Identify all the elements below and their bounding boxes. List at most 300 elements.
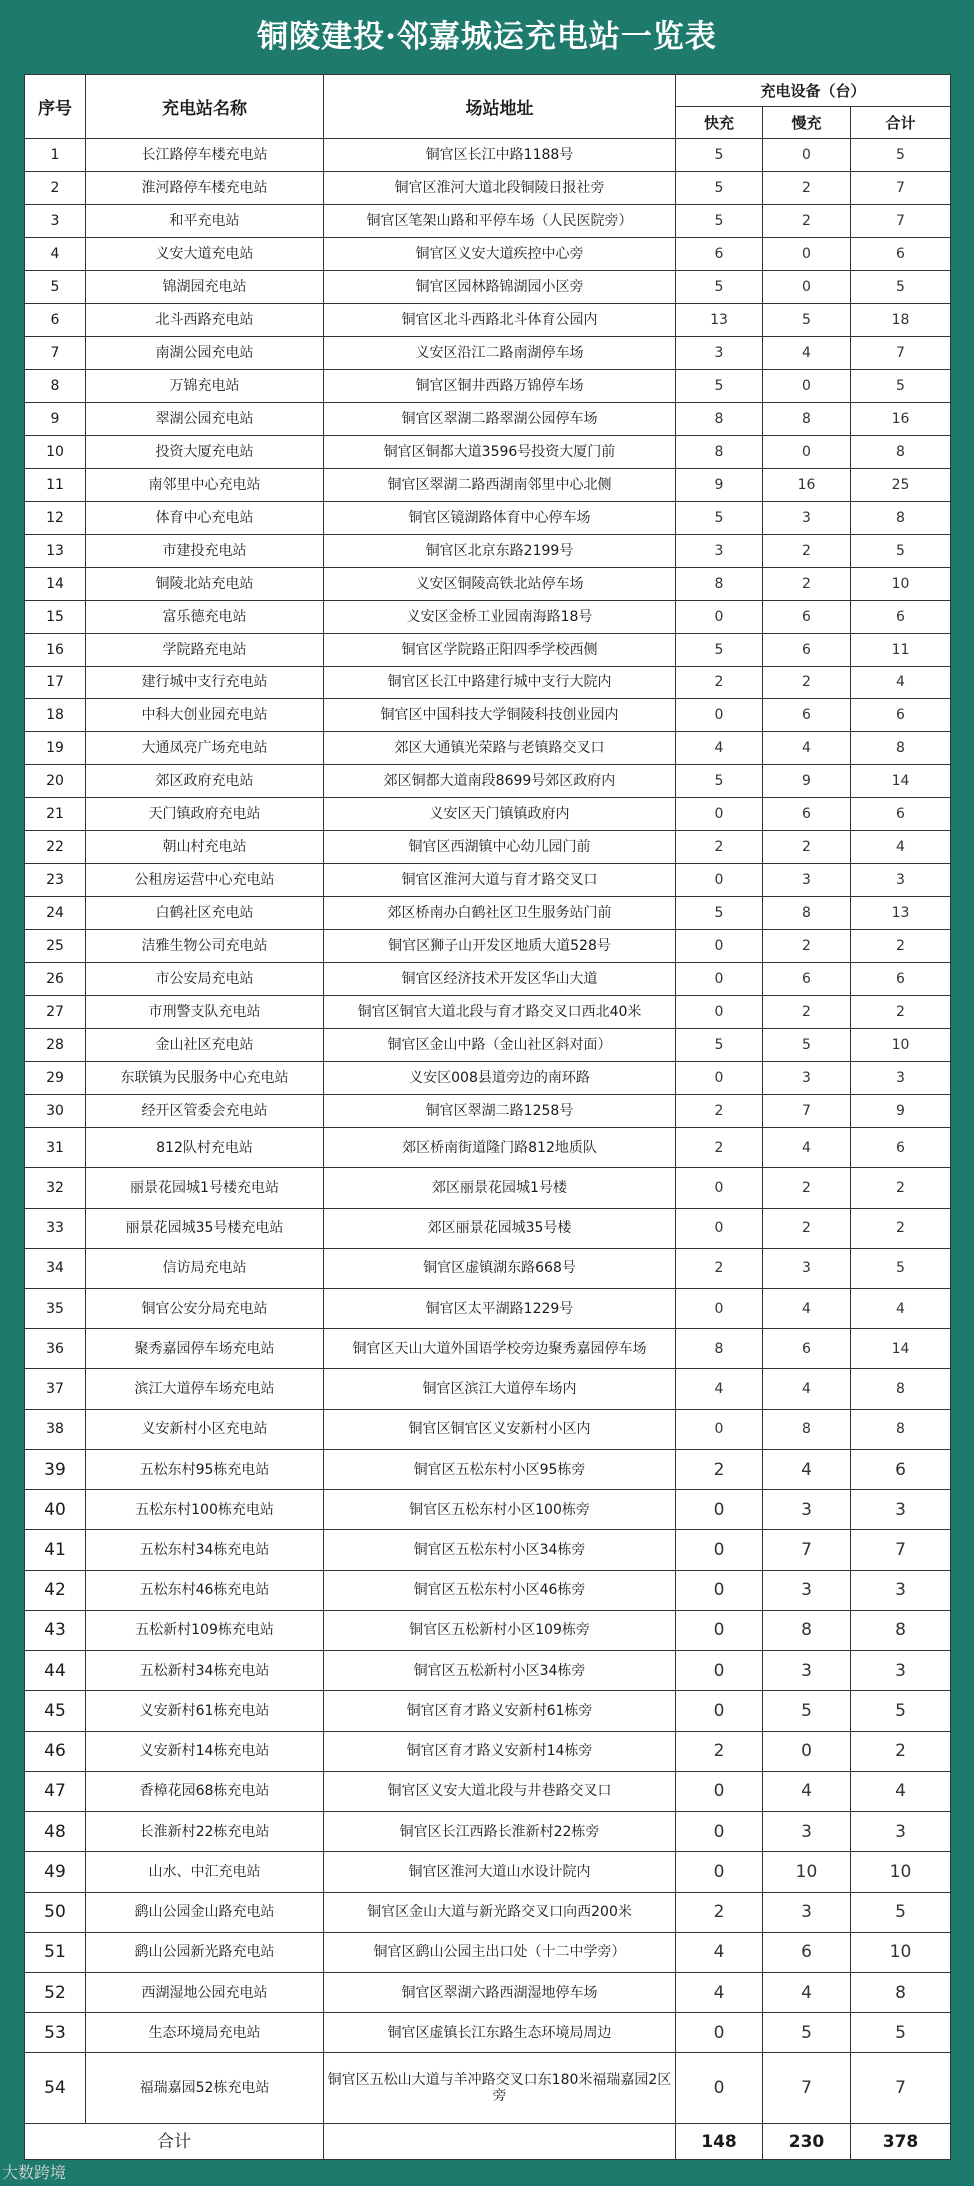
total-count-cell: 6 xyxy=(851,963,951,996)
slow-count-cell: 8 xyxy=(763,897,851,930)
table-row xyxy=(25,600,951,633)
fast-count-cell: 0 xyxy=(676,1691,763,1731)
table-row xyxy=(25,963,951,996)
table-row xyxy=(25,204,951,237)
row-index-cell: 12 xyxy=(25,501,86,534)
station-address-cell: 铜官区五松新村小区34栋旁 xyxy=(324,1651,676,1691)
row-index-cell: 4 xyxy=(25,237,86,270)
station-name-cell: 市公安局充电站 xyxy=(86,963,324,996)
row-index-cell: 16 xyxy=(25,633,86,666)
total-count-cell: 6 xyxy=(851,600,951,633)
table-row xyxy=(25,270,951,303)
table-row xyxy=(25,1208,951,1248)
row-index-cell: 52 xyxy=(25,1972,86,2012)
station-name-cell: 公租房运营中心充电站 xyxy=(86,864,324,897)
station-name-cell: 郊区政府充电站 xyxy=(86,765,324,798)
table-row xyxy=(25,1812,951,1852)
total-count-cell: 5 xyxy=(851,2013,951,2053)
fast-count-cell: 2 xyxy=(676,1248,763,1288)
station-address-cell: 郊区丽景花园城1号楼 xyxy=(324,1168,676,1208)
total-count-cell: 2 xyxy=(851,996,951,1029)
fast-count-cell: 0 xyxy=(676,963,763,996)
fast-count-cell: 5 xyxy=(676,633,763,666)
station-address-cell: 铜官区翠湖二路1258号 xyxy=(324,1095,676,1128)
station-address-cell: 铜官区义安大道北段与井巷路交叉口 xyxy=(324,1771,676,1811)
row-index-cell: 15 xyxy=(25,600,86,633)
row-index-cell: 42 xyxy=(25,1570,86,1610)
station-name-cell: 市建投充电站 xyxy=(86,534,324,567)
slow-count-cell: 3 xyxy=(763,1062,851,1095)
fast-count-cell: 4 xyxy=(676,732,763,765)
row-index-cell: 36 xyxy=(25,1329,86,1369)
total-count-cell: 4 xyxy=(851,666,951,699)
slow-count-cell: 3 xyxy=(763,864,851,897)
table-row xyxy=(25,864,951,897)
station-name-cell: 锦湖园充电站 xyxy=(86,270,324,303)
row-index-cell: 48 xyxy=(25,1812,86,1852)
station-address-cell: 铜官区滨江大道停车场内 xyxy=(324,1369,676,1409)
total-count-cell: 8 xyxy=(851,732,951,765)
row-index-cell: 40 xyxy=(25,1490,86,1530)
station-name-cell: 金山社区充电站 xyxy=(86,1029,324,1062)
station-address-cell: 郊区铜都大道南段8699号郊区政府内 xyxy=(324,765,676,798)
station-name-cell: 经开区管委会充电站 xyxy=(86,1095,324,1128)
row-index-cell: 31 xyxy=(25,1128,86,1168)
row-index-cell: 2 xyxy=(25,171,86,204)
slow-count-cell: 7 xyxy=(763,2053,851,2124)
station-address-cell: 义安区天门镇镇政府内 xyxy=(324,798,676,831)
fast-count-cell: 0 xyxy=(676,1812,763,1852)
table-row xyxy=(25,1651,951,1691)
row-index-cell: 8 xyxy=(25,369,86,402)
fast-count-cell: 2 xyxy=(676,1128,763,1168)
header-equipment: 充电设备（台） xyxy=(676,75,951,107)
row-index-cell: 6 xyxy=(25,303,86,336)
total-count-cell: 3 xyxy=(851,864,951,897)
table-row xyxy=(25,1771,951,1811)
station-name-cell: 中科大创业园充电站 xyxy=(86,699,324,732)
station-name-cell: 生态环境局充电站 xyxy=(86,2013,324,2053)
table-row xyxy=(25,1369,951,1409)
total-count-cell: 7 xyxy=(851,204,951,237)
table-row xyxy=(25,1691,951,1731)
slow-count-cell: 2 xyxy=(763,567,851,600)
header-index: 序号 xyxy=(25,75,86,139)
table-row xyxy=(25,666,951,699)
table-row xyxy=(25,1490,951,1530)
row-index-cell: 7 xyxy=(25,336,86,369)
fast-count-cell: 8 xyxy=(676,1329,763,1369)
fast-count-cell: 0 xyxy=(676,2013,763,2053)
station-address-cell: 铜官区五松东村小区100栋旁 xyxy=(324,1490,676,1530)
total-count-cell: 8 xyxy=(851,1369,951,1409)
slow-count-cell: 2 xyxy=(763,1208,851,1248)
fast-count-cell: 3 xyxy=(676,336,763,369)
table-row xyxy=(25,1610,951,1650)
total-count-cell: 8 xyxy=(851,1610,951,1650)
table-row xyxy=(25,237,951,270)
fast-count-cell: 0 xyxy=(676,2053,763,2124)
slow-count-cell: 3 xyxy=(763,1892,851,1932)
row-index-cell: 14 xyxy=(25,567,86,600)
slow-count-cell: 0 xyxy=(763,1731,851,1771)
total-count-cell: 4 xyxy=(851,831,951,864)
row-index-cell: 50 xyxy=(25,1892,86,1932)
fast-count-cell: 0 xyxy=(676,1651,763,1691)
row-index-cell: 45 xyxy=(25,1691,86,1731)
table-row xyxy=(25,435,951,468)
station-name-cell: 洁雅生物公司充电站 xyxy=(86,930,324,963)
total-count-cell: 9 xyxy=(851,1095,951,1128)
total-count-cell: 5 xyxy=(851,139,951,172)
table-row xyxy=(25,1168,951,1208)
row-index-cell: 9 xyxy=(25,402,86,435)
station-name-cell: 学院路充电站 xyxy=(86,633,324,666)
total-count-cell: 7 xyxy=(851,171,951,204)
station-name-cell: 翠湖公园充电站 xyxy=(86,402,324,435)
total-count-cell: 18 xyxy=(851,303,951,336)
fast-count-cell: 5 xyxy=(676,1029,763,1062)
fast-count-cell: 4 xyxy=(676,1972,763,2012)
fast-count-cell: 0 xyxy=(676,1490,763,1530)
table-row xyxy=(25,1128,951,1168)
slow-count-cell: 3 xyxy=(763,1248,851,1288)
total-count-cell: 10 xyxy=(851,1852,951,1892)
slow-count-cell: 7 xyxy=(763,1530,851,1570)
total-count-cell: 5 xyxy=(851,1892,951,1932)
row-index-cell: 33 xyxy=(25,1208,86,1248)
row-index-cell: 18 xyxy=(25,699,86,732)
row-index-cell: 3 xyxy=(25,204,86,237)
totals-total: 378 xyxy=(851,2124,951,2160)
slow-count-cell: 8 xyxy=(763,1610,851,1650)
table-row xyxy=(25,1932,951,1972)
row-index-cell: 44 xyxy=(25,1651,86,1691)
station-name-cell: 富乐德充电站 xyxy=(86,600,324,633)
total-count-cell: 6 xyxy=(851,1128,951,1168)
totals-fast: 148 xyxy=(676,2124,763,2160)
table-row xyxy=(25,1530,951,1570)
table-row xyxy=(25,139,951,172)
table-row xyxy=(25,1892,951,1932)
slow-count-cell: 6 xyxy=(763,699,851,732)
fast-count-cell: 0 xyxy=(676,798,763,831)
slow-count-cell: 2 xyxy=(763,204,851,237)
table-row xyxy=(25,1972,951,2012)
station-name-cell: 白鹤社区充电站 xyxy=(86,897,324,930)
total-count-cell: 2 xyxy=(851,1731,951,1771)
slow-count-cell: 2 xyxy=(763,171,851,204)
slow-count-cell: 4 xyxy=(763,1289,851,1329)
table-row xyxy=(25,798,951,831)
station-address-cell: 铜官区五松新村小区109栋旁 xyxy=(324,1610,676,1650)
station-name-cell: 北斗西路充电站 xyxy=(86,303,324,336)
fast-count-cell: 0 xyxy=(676,930,763,963)
slow-count-cell: 2 xyxy=(763,534,851,567)
row-index-cell: 41 xyxy=(25,1530,86,1570)
slow-count-cell: 5 xyxy=(763,303,851,336)
fast-count-cell: 0 xyxy=(676,864,763,897)
row-index-cell: 25 xyxy=(25,930,86,963)
slow-count-cell: 0 xyxy=(763,270,851,303)
total-count-cell: 7 xyxy=(851,336,951,369)
table-row xyxy=(25,996,951,1029)
page-title: 铜陵建投·邻嘉城运充电站一览表 xyxy=(257,19,717,55)
total-count-cell: 7 xyxy=(851,1530,951,1570)
table-row xyxy=(25,336,951,369)
station-address-cell: 郊区桥南办白鹤社区卫生服务站门前 xyxy=(324,897,676,930)
table-row xyxy=(25,1329,951,1369)
slow-count-cell: 3 xyxy=(763,501,851,534)
station-name-cell: 建行城中支行充电站 xyxy=(86,666,324,699)
slow-count-cell: 2 xyxy=(763,930,851,963)
row-index-cell: 5 xyxy=(25,270,86,303)
row-index-cell: 29 xyxy=(25,1062,86,1095)
station-name-cell: 鹞山公园新光路充电站 xyxy=(86,1932,324,1972)
total-count-cell: 8 xyxy=(851,501,951,534)
total-count-cell: 3 xyxy=(851,1651,951,1691)
station-name-cell: 丽景花园城1号楼充电站 xyxy=(86,1168,324,1208)
total-count-cell: 2 xyxy=(851,1208,951,1248)
station-name-cell: 东联镇为民服务中心充电站 xyxy=(86,1062,324,1095)
table-row xyxy=(25,1248,951,1288)
total-count-cell: 3 xyxy=(851,1812,951,1852)
total-count-cell: 10 xyxy=(851,1029,951,1062)
row-index-cell: 46 xyxy=(25,1731,86,1771)
slow-count-cell: 5 xyxy=(763,1691,851,1731)
table-row xyxy=(25,1852,951,1892)
station-address-cell: 铜官区笔架山路和平停车场（人民医院旁） xyxy=(324,204,676,237)
slow-count-cell: 8 xyxy=(763,1409,851,1449)
station-address-cell: 铜官区铜官区义安新村小区内 xyxy=(324,1409,676,1449)
fast-count-cell: 5 xyxy=(676,369,763,402)
slow-count-cell: 4 xyxy=(763,336,851,369)
station-address-cell: 郊区丽景花园城35号楼 xyxy=(324,1208,676,1248)
station-name-cell: 福瑞嘉园52栋充电站 xyxy=(86,2053,324,2124)
header-total: 合计 xyxy=(851,107,951,139)
table-row xyxy=(25,171,951,204)
station-address-cell: 铜官区育才路义安新村14栋旁 xyxy=(324,1731,676,1771)
slow-count-cell: 3 xyxy=(763,1651,851,1691)
station-address-cell: 铜官区淮河大道北段铜陵日报社旁 xyxy=(324,171,676,204)
station-name-cell: 西湖湿地公园充电站 xyxy=(86,1972,324,2012)
station-name-cell: 五松东村34栋充电站 xyxy=(86,1530,324,1570)
total-count-cell: 5 xyxy=(851,534,951,567)
station-name-cell: 铜陵北站充电站 xyxy=(86,567,324,600)
fast-count-cell: 0 xyxy=(676,1530,763,1570)
station-address-cell: 铜官区金山大道与新光路交叉口向西200米 xyxy=(324,1892,676,1932)
row-index-cell: 53 xyxy=(25,2013,86,2053)
fast-count-cell: 5 xyxy=(676,765,763,798)
table-row xyxy=(25,633,951,666)
slow-count-cell: 2 xyxy=(763,1168,851,1208)
station-name-cell: 五松东村95栋充电站 xyxy=(86,1449,324,1489)
row-index-cell: 23 xyxy=(25,864,86,897)
fast-count-cell: 2 xyxy=(676,1892,763,1932)
table-row xyxy=(25,534,951,567)
fast-count-cell: 3 xyxy=(676,534,763,567)
total-count-cell: 5 xyxy=(851,270,951,303)
station-address-cell: 铜官区五松东村小区46栋旁 xyxy=(324,1570,676,1610)
fast-count-cell: 2 xyxy=(676,666,763,699)
row-index-cell: 34 xyxy=(25,1248,86,1288)
slow-count-cell: 3 xyxy=(763,1490,851,1530)
fast-count-cell: 5 xyxy=(676,897,763,930)
fast-count-cell: 5 xyxy=(676,139,763,172)
station-address-cell: 铜官区金山中路（金山社区斜对面） xyxy=(324,1029,676,1062)
fast-count-cell: 0 xyxy=(676,1208,763,1248)
slow-count-cell: 6 xyxy=(763,633,851,666)
slow-count-cell: 0 xyxy=(763,139,851,172)
total-count-cell: 8 xyxy=(851,1972,951,2012)
header-name: 充电站名称 xyxy=(86,75,324,139)
fast-count-cell: 2 xyxy=(676,1449,763,1489)
station-name-cell: 体育中心充电站 xyxy=(86,501,324,534)
slow-count-cell: 16 xyxy=(763,468,851,501)
row-index-cell: 26 xyxy=(25,963,86,996)
row-index-cell: 1 xyxy=(25,139,86,172)
total-count-cell: 6 xyxy=(851,237,951,270)
station-name-cell: 五松新村109栋充电站 xyxy=(86,1610,324,1650)
station-name-cell: 和平充电站 xyxy=(86,204,324,237)
station-address-cell: 铜官区北斗西路北斗体育公园内 xyxy=(324,303,676,336)
station-name-cell: 南湖公园充电站 xyxy=(86,336,324,369)
totals-slow: 230 xyxy=(763,2124,851,2160)
total-count-cell: 2 xyxy=(851,930,951,963)
station-address-cell: 义安区铜陵高铁北站停车场 xyxy=(324,567,676,600)
station-name-cell: 长淮新村22栋充电站 xyxy=(86,1812,324,1852)
table-row xyxy=(25,930,951,963)
total-count-cell: 7 xyxy=(851,2053,951,2124)
fast-count-cell: 0 xyxy=(676,1771,763,1811)
total-count-cell: 5 xyxy=(851,1691,951,1731)
slow-count-cell: 4 xyxy=(763,1771,851,1811)
total-count-cell: 8 xyxy=(851,435,951,468)
station-address-cell: 铜官区北京东路2199号 xyxy=(324,534,676,567)
header-address: 场站地址 xyxy=(324,75,676,139)
station-name-cell: 义安新村14栋充电站 xyxy=(86,1731,324,1771)
slow-count-cell: 0 xyxy=(763,237,851,270)
slow-count-cell: 5 xyxy=(763,1029,851,1062)
total-count-cell: 5 xyxy=(851,369,951,402)
table-row xyxy=(25,765,951,798)
station-address-cell: 铜官区铜都大道3596号投资大厦门前 xyxy=(324,435,676,468)
fast-count-cell: 8 xyxy=(676,402,763,435)
table-row xyxy=(25,402,951,435)
stations-sheet xyxy=(24,74,950,2160)
watermark-text: 大数跨境 xyxy=(2,2163,67,2182)
slow-count-cell: 4 xyxy=(763,1369,851,1409)
table-body xyxy=(25,139,951,2124)
slow-count-cell: 7 xyxy=(763,1095,851,1128)
station-address-cell: 铜官区翠湖六路西湖湿地停车场 xyxy=(324,1972,676,2012)
total-count-cell: 6 xyxy=(851,699,951,732)
station-name-cell: 五松东村100栋充电站 xyxy=(86,1490,324,1530)
station-address-cell: 铜官区五松山大道与羊冲路交叉口东180米福瑞嘉园2区旁 xyxy=(324,2053,676,2124)
station-address-cell: 铜官区铜官大道北段与育才路交叉口西北40米 xyxy=(324,996,676,1029)
row-index-cell: 24 xyxy=(25,897,86,930)
table-row xyxy=(25,2053,951,2124)
station-name-cell: 香樟花园68栋充电站 xyxy=(86,1771,324,1811)
fast-count-cell: 0 xyxy=(676,996,763,1029)
total-count-cell: 3 xyxy=(851,1062,951,1095)
slow-count-cell: 2 xyxy=(763,996,851,1029)
station-address-cell: 铜官区天山大道外国语学校旁边聚秀嘉园停车场 xyxy=(324,1329,676,1369)
table-row xyxy=(25,732,951,765)
fast-count-cell: 13 xyxy=(676,303,763,336)
table-row xyxy=(25,1449,951,1489)
slow-count-cell: 10 xyxy=(763,1852,851,1892)
row-index-cell: 17 xyxy=(25,666,86,699)
total-count-cell: 25 xyxy=(851,468,951,501)
table-row xyxy=(25,369,951,402)
row-index-cell: 11 xyxy=(25,468,86,501)
fast-count-cell: 9 xyxy=(676,468,763,501)
total-count-cell: 10 xyxy=(851,567,951,600)
station-address-cell: 铜官区翠湖二路西湖南邻里中心北侧 xyxy=(324,468,676,501)
table-row xyxy=(25,1095,951,1128)
row-index-cell: 32 xyxy=(25,1168,86,1208)
fast-count-cell: 4 xyxy=(676,1932,763,1972)
total-count-cell: 2 xyxy=(851,1168,951,1208)
slow-count-cell: 4 xyxy=(763,1972,851,2012)
slow-count-cell: 4 xyxy=(763,732,851,765)
row-index-cell: 35 xyxy=(25,1289,86,1329)
slow-count-cell: 6 xyxy=(763,963,851,996)
station-address-cell: 铜官区镜湖路体育中心停车场 xyxy=(324,501,676,534)
total-count-cell: 8 xyxy=(851,1409,951,1449)
row-index-cell: 39 xyxy=(25,1449,86,1489)
row-index-cell: 21 xyxy=(25,798,86,831)
total-count-cell: 4 xyxy=(851,1771,951,1811)
station-name-cell: 淮河路停车楼充电站 xyxy=(86,171,324,204)
station-name-cell: 丽景花园城35号楼充电站 xyxy=(86,1208,324,1248)
station-address-cell: 铜官区园林路锦湖园小区旁 xyxy=(324,270,676,303)
row-index-cell: 19 xyxy=(25,732,86,765)
total-count-cell: 5 xyxy=(851,1248,951,1288)
slow-count-cell: 6 xyxy=(763,1329,851,1369)
table-row xyxy=(25,567,951,600)
station-address-cell: 义安区金桥工业园南海路18号 xyxy=(324,600,676,633)
row-index-cell: 13 xyxy=(25,534,86,567)
station-address-cell: 铜官区长江中路1188号 xyxy=(324,139,676,172)
total-count-cell: 13 xyxy=(851,897,951,930)
total-count-cell: 14 xyxy=(851,1329,951,1369)
station-address-cell: 铜官区淮河大道与育才路交叉口 xyxy=(324,864,676,897)
table-row xyxy=(25,1029,951,1062)
fast-count-cell: 5 xyxy=(676,204,763,237)
slow-count-cell: 3 xyxy=(763,1812,851,1852)
slow-count-cell: 0 xyxy=(763,435,851,468)
station-address-cell: 铜官区淮河大道山水设计院内 xyxy=(324,1852,676,1892)
station-name-cell: 鹞山公园金山路充电站 xyxy=(86,1892,324,1932)
station-address-cell: 铜官区长江西路长淮新村22栋旁 xyxy=(324,1812,676,1852)
row-index-cell: 22 xyxy=(25,831,86,864)
station-name-cell: 义安新村小区充电站 xyxy=(86,1409,324,1449)
slow-count-cell: 4 xyxy=(763,1128,851,1168)
total-count-cell: 16 xyxy=(851,402,951,435)
fast-count-cell: 0 xyxy=(676,699,763,732)
station-address-cell: 义安区沿江二路南湖停车场 xyxy=(324,336,676,369)
station-name-cell: 812队村充电站 xyxy=(86,1128,324,1168)
table-row xyxy=(25,1570,951,1610)
station-name-cell: 投资大厦充电站 xyxy=(86,435,324,468)
slow-count-cell: 3 xyxy=(763,1570,851,1610)
fast-count-cell: 0 xyxy=(676,1610,763,1650)
slow-count-cell: 6 xyxy=(763,1932,851,1972)
stations-table xyxy=(24,74,951,2160)
row-index-cell: 30 xyxy=(25,1095,86,1128)
